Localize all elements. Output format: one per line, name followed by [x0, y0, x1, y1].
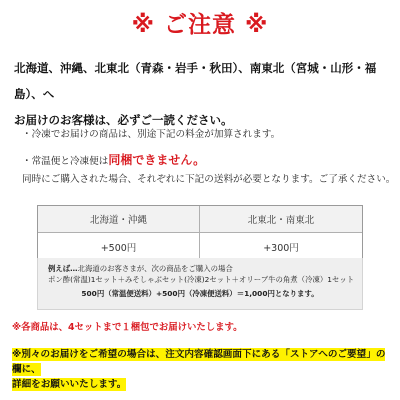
title-banner — [0, 0, 400, 44]
table-header-tohoku: 北東北・南東北 — [200, 206, 362, 233]
shipping-fee-table — [37, 205, 363, 259]
separate-delivery-note — [12, 347, 392, 392]
notes-section — [22, 126, 396, 189]
example-line-1 — [48, 263, 362, 274]
separate-delivery-line-1: ※別々のお届けをご希望の場合は、注文内容確認画面下にある「ストアへのご要望」の欄に、 — [12, 349, 386, 375]
note-bullet-2-prefix: ・常温便と冷凍便は — [22, 156, 109, 167]
note-bullet-2 — [22, 151, 392, 171]
note-bullet-3: 同時にご購入された場合、それぞれに下記の送料が必要となります。ご了承ください。 — [22, 174, 396, 185]
table-header-hokkaido-okinawa: 北海道・沖縄 — [38, 206, 200, 233]
separate-delivery-line-2: 詳細をお願いいたします。 — [12, 379, 127, 390]
example-sum: 500円（常温便送料）+500円（冷凍便送料）＝1,000円となります。 — [81, 289, 319, 298]
intro-line-1: 北海道、沖縄、北東北（青森・岩手・秋田）、南東北（宮城・山形・福島）、へ — [14, 61, 377, 101]
note-bullet-1: ・冷凍でお届けの商品は、別途下記の料金が加算されます。 — [22, 129, 281, 140]
table-cell-tohoku-fee: +300円 — [263, 242, 299, 254]
example-lead: 例えば… — [48, 264, 78, 273]
example-condition: 北海道のお客さまが、次の商品をご購入の場合 — [77, 264, 233, 273]
page-title: ※ ご注意 ※ — [131, 11, 269, 38]
package-limit-warning: ※各商品は、4セットまで１梱包でお届けいたします。 — [12, 322, 243, 333]
note-bullet-2-warning: 同梱できません。 — [108, 153, 206, 167]
example-line-2: ポン酢(常温)1セット＋みそしゃぶセット(冷凍)2セット＋オリーブ牛の角煮（冷凍）1セット — [48, 275, 355, 284]
intro-text — [14, 55, 390, 133]
table-cell-hokkaido-okinawa-fee: +500円 — [38, 233, 200, 260]
example-box — [37, 258, 363, 310]
intro-line-2: お届けのお客様は、必ずご一読ください。 — [14, 113, 233, 127]
